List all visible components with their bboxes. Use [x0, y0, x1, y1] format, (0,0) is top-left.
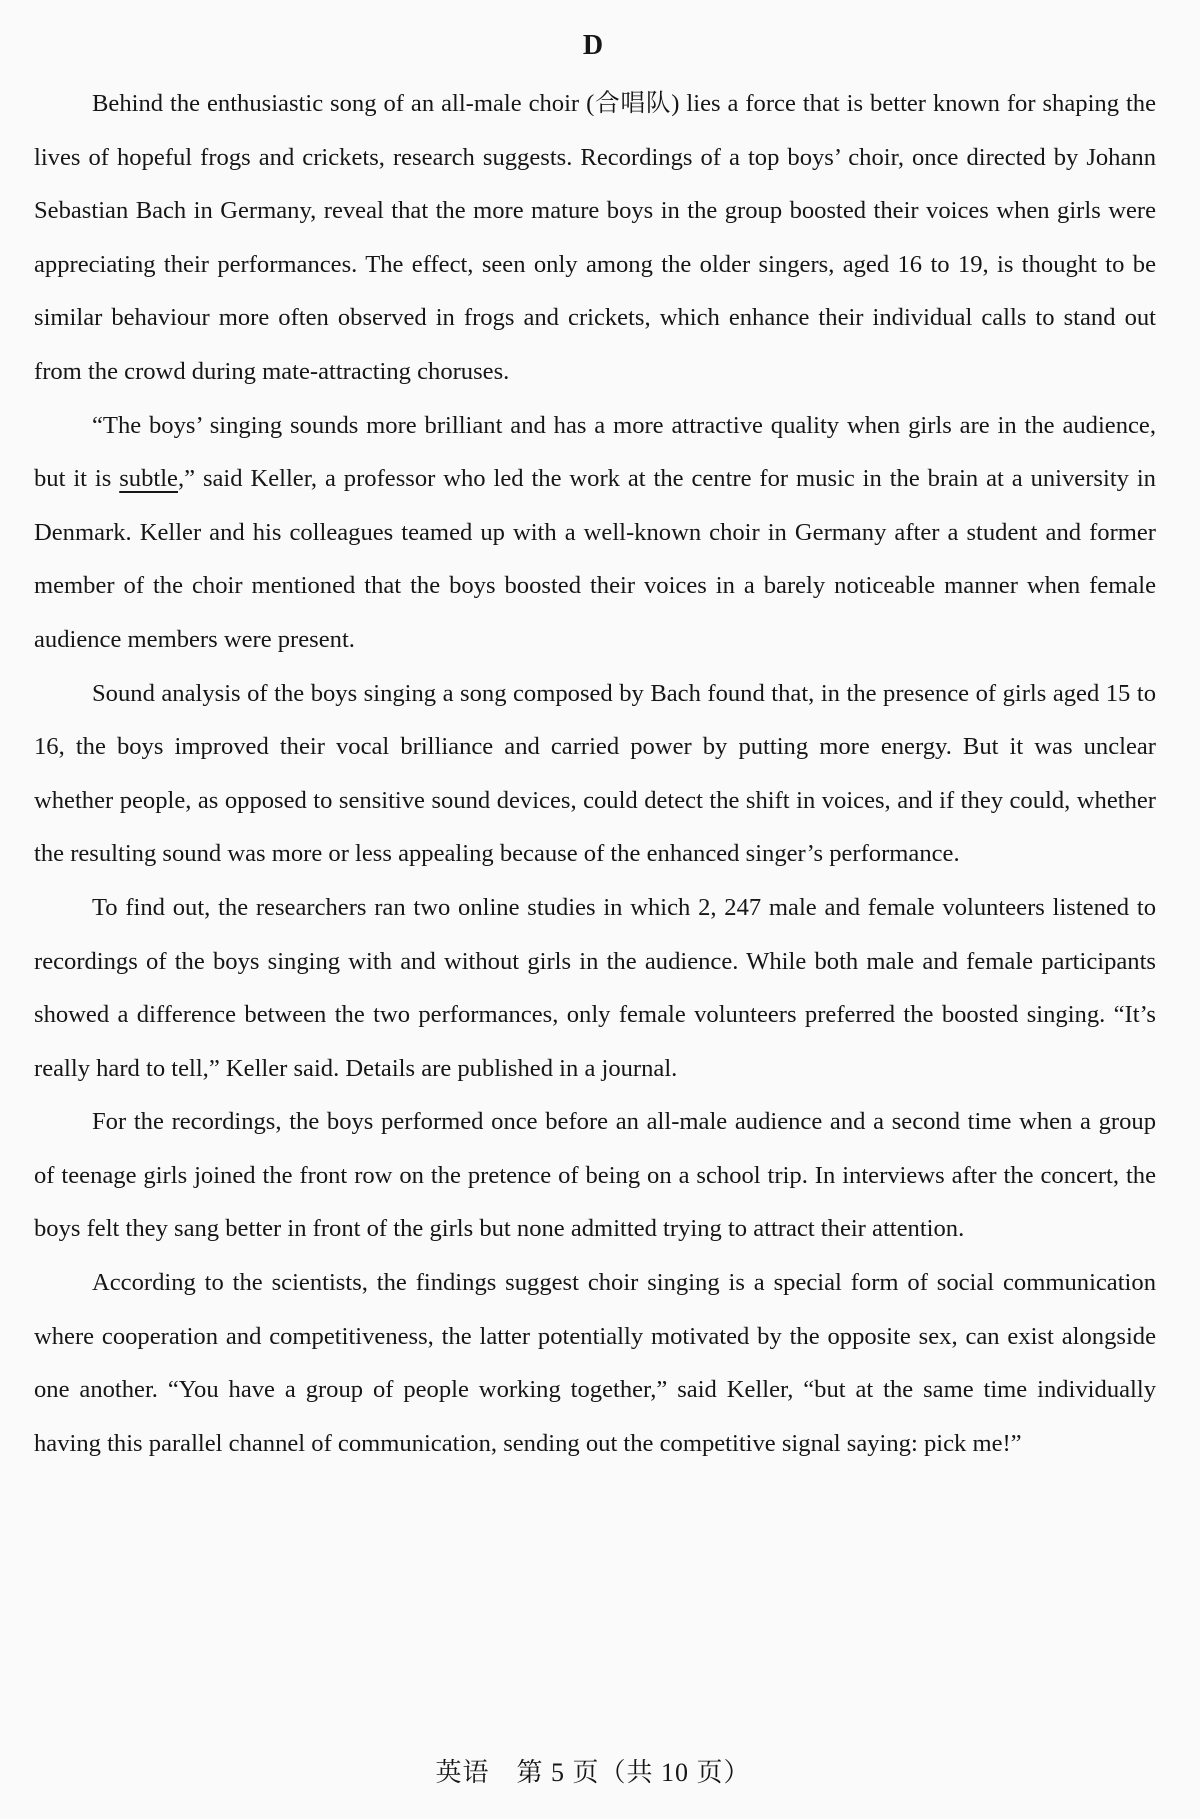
page-footer: 英语 第 5 页（共 10 页） [435, 1758, 751, 1787]
paragraph-2-part-1: “The boys’ singing sounds more brilliant and has a more attractive quality when girls are in the audience, but it is [34, 411, 1156, 493]
paragraph-5: For the recordings, the boys performed once before an all-male audience and a second time when a group of teenage girls joined the front row on the pretence of being on a school trip. In interviews after the concert, the boys felt they sang better in front of the girls but none admitted trying to attract their attention. [34, 1108, 1156, 1243]
paragraph-2-part-2: ,” said Keller, a professor who led the work at the centre for music in the brain at a university in Denmark. Keller and his colleagues teamed up with a well-known choir in Germany after a student and former member of the choir mentioned that the boys boosted their voices in a barely noticeable manner when female audience members were present. [34, 465, 1156, 653]
paragraph-2 [34, 399, 1156, 667]
section-letter: D [582, 30, 604, 61]
paragraph-3: Sound analysis of the boys singing a song composed by Bach found that, in the presence of girls aged 15 to 16, the boys improved their vocal brilliance and carried power by putting more energy. But it was unclear whether people, as opposed to sensitive sound devices, could detect the shift in voices, and if they could, whether the resulting sound was more or less appealing because of the enhanced singer’s performance. [34, 679, 1156, 868]
underlined-word: subtle [119, 465, 178, 493]
reading-passage [34, 77, 1156, 1470]
paragraph-4: To find out, the researchers ran two online studies in which 2, 247 male and female volunteers listened to recordings of the boys singing with and without girls in the audience. While both male and female participants showed a difference between the two performances, only female volunteers preferred the boosted singing. “It’s really hard to tell,” Keller said. Details are published in a journal. [34, 893, 1156, 1082]
paragraph-6: According to the scientists, the findings suggest choir singing is a special form of social communication where cooperation and competitiveness, the latter potentially motivated by the opposite sex, can exist alongside one another. “You have a group of people working together,” said Keller, “but at the same time individually having this parallel channel of communication, sending out the competitive signal saying: pick me!” [34, 1269, 1156, 1457]
paragraph-1: Behind the enthusiastic song of an all-male choir (合唱队) lies a force that is better known for shaping the lives of hopeful frogs and crickets, research suggests. Recordings of a top boys’ choir, once directed by Johann Sebastian Bach in Germany, reveal that the more mature boys in the group boosted their voices when girls were appreciating their performances. The effect, seen only among the older singers, aged 16 to 19, is thought to be similar behaviour more often observed in frogs and crickets, which enhance their individual calls to stand out from the crowd during mate-attracting choruses. [34, 90, 1156, 385]
